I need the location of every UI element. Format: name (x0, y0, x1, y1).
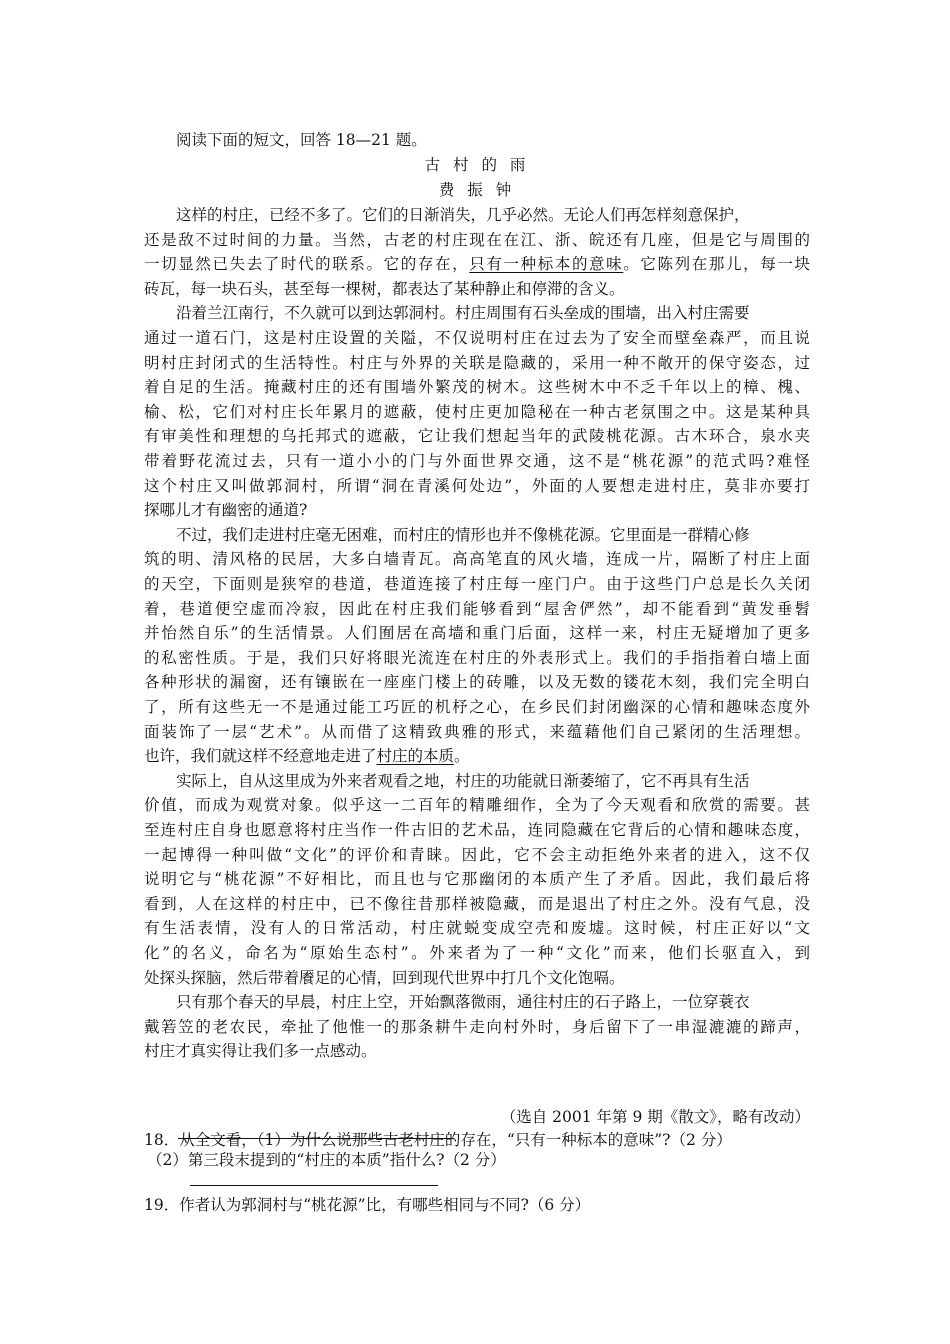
reading-instruction: 阅读下面的短文，回答 18—21 题。 (176, 131, 427, 149)
paragraph-line: 处探头探脑，然后带着餍足的心情，回到现代世界中打几个文化饱嗝。 (144, 969, 625, 987)
paragraph-line: 各种形状的漏窗，还有镶嵌在一座座门楼上的砖雕，以及无数的镂花木刻，我们完全明白 (144, 673, 810, 691)
paragraph-line (144, 252, 810, 276)
paragraph-line: 这个村庄又叫做郭洞村，所谓“洞在青溪何处边”，外面的人要想走进村庄，莫非亦要打 (144, 477, 810, 495)
paragraph-line: 着，巷道便空虚而冷寂，因此在村庄我们能够看到“屋舍俨然”，却不能看到“黄发垂髫 (144, 600, 810, 618)
paragraph-line: 只有那个春天的早晨，村庄上空，开始飘落微雨，通往村庄的石子路上，一位穿蓑衣 (176, 993, 750, 1011)
answer-blank-18-1[interactable] (178, 1138, 454, 1139)
source-citation: （选自 2001 年第 9 期《散文》，略有改动） (500, 1108, 810, 1126)
paragraph-line: 有生活表情，没有人的日常活动，村庄就蜕变成空壳和废墟。这时候，村庄正好以“文 (144, 919, 810, 937)
paragraph-line: 化”的名义，命名为“原始生态村”。外来者为了一种“文化”而来，他们长驱直入，到 (144, 944, 810, 962)
paragraph-line: 实际上，自从这里成为外来者观看之地，村庄的功能就日渐萎缩了，它不再具有生活 (176, 772, 750, 790)
paragraph-line: 通过一道石门，这是村庄设置的关隘，不仅说明村庄在过去为了安全而壁垒森严，而且说 (144, 329, 810, 347)
question-18: 18．从全文看，（1）为什么说那些古老村庄的存在，“只有一种标本的意味”?（2 分） (144, 1131, 732, 1149)
paragraph-line: 明村庄封闭式的生活特性。村庄与外界的关联是隐藏的，采用一种不敞开的保守姿态，过 (144, 354, 810, 372)
paragraph-line: 戴箬笠的老农民，牵扯了他惟一的那条耕牛走向村外时，身后留下了一串湿漉漉的蹄声， (144, 1018, 810, 1036)
article-author: 费 振 钟 (438, 181, 516, 199)
paragraph-line: 不过，我们走进村庄毫无困难，而村庄的情形也并不像桃花源。它里面是一群精心修 (176, 526, 750, 544)
answer-blank-18-2[interactable] (190, 1185, 438, 1186)
paragraph-line: 带着野花流过去，只有一道小小的门与外面世界交通，这不是“桃花源”的范式吗?难怪 (144, 452, 810, 470)
paragraph-line (144, 744, 810, 768)
paragraph-line: 砖瓦，每一块石头，甚至每一棵树，都表达了某种静止和停滞的含义。 (144, 280, 625, 298)
paragraph-line: 沿着兰江南行，不久就可以到达郭洞村。村庄周围有石头垒成的围墙，出入村庄需要 (176, 304, 750, 322)
paragraph-line: 筑的明、清风格的民居，大多白墙青瓦。高高笔直的风火墙，连成一片，隔断了村庄上面 (144, 550, 810, 568)
paragraph-line: 了，所有这些无一不是通过能工巧匠的机杼之心，在乡民们封闭幽深的心情和趣味态度外 (144, 698, 810, 716)
paragraph-line: 着自足的生活。掩藏村庄的还有围墙外繁茂的树木。这些树木中不乏千年以上的樟、槐、 (144, 378, 810, 396)
paragraph-line: 的天空，下面则是狭窄的巷道，巷道连接了村庄每一座门户。由于这些门户总是长久关闭 (144, 575, 810, 593)
paragraph-line: 价值，而成为观赏对象。似乎这一二百年的精雕细作，全为了今天观看和欣赏的需要。甚 (144, 796, 810, 814)
question-18-part-2: （2）第三段末提到的“村庄的本质”指什么?（2 分） (147, 1151, 506, 1169)
text-segment: 一切显然已失去了时代的联系。它的存在， (144, 255, 470, 273)
paragraph-line: 这样的村庄，已经不多了。它们的日渐消失，几乎必然。无论人们再怎样刻意保护， (176, 206, 750, 224)
paragraph-line: 并怡然自乐”的生活情景。人们囿居在高墙和重门后面，这样一来，村庄无疑增加了更多 (144, 624, 810, 642)
paragraph-line: 说明它与“桃花源”不好相比，而且也与它那幽闭的本质产生了矛盾。因此，我们最后将 (144, 870, 810, 888)
question-19: 19．作者认为郭洞村与“桃花源”比，有哪些相同与不同?（6 分） (144, 1196, 591, 1214)
paragraph-line: 有审美性和理想的乌托邦式的遮蔽，它让我们想起当年的武陵桃花源。古木环合，泉水夹 (144, 427, 810, 445)
paragraph-line: 的私密性质。于是，我们只好将眼光流连在村庄的外表形式上。我们的手指指着白墙上面 (144, 649, 810, 667)
text-segment: 。它陈列在那儿，每一块 (623, 255, 810, 273)
underlined-phrase: 村庄的本质 (376, 747, 455, 765)
paragraph-line: 探哪儿才有幽密的通道? (144, 501, 308, 519)
paragraph-line: 还是敌不过时间的力量。当然，古老的村庄现在在江、浙、皖还有几座，但是它与周围的 (144, 231, 810, 249)
text-segment: 。 (454, 747, 470, 765)
article-title: 古 村 的 雨 (424, 156, 530, 174)
paragraph-line: 榆、松，它们对村庄长年累月的遮蔽，使村庄更加隐秘在一种古老氛围之中。这是某种具 (144, 403, 810, 421)
text-segment: 也许，我们就这样不经意地走进了 (144, 747, 377, 765)
paragraph-line: 一起博得一种叫做“文化”的评价和青睐。因此，它不会主动拒绝外来者的进入，这不仅 (144, 846, 810, 864)
underlined-phrase: 只有一种标本的意味 (469, 255, 624, 273)
paragraph-line: 面装饰了一层“艺术”。从而借了这精致典雅的形式，来蕴藉他们自己紧闭的生活理想。 (144, 723, 810, 741)
paragraph-line: 看到，人在这样的村庄中，已不像往昔那样被隐藏，而是退出了村庄之外。没有气息，没 (144, 895, 810, 913)
paragraph-line: 至连村庄自身也愿意将村庄当作一件古旧的艺术品，连同隐藏在它背后的心情和趣味态度， (144, 821, 810, 839)
paragraph-line: 村庄才真实得让我们多一点感动。 (144, 1042, 377, 1060)
